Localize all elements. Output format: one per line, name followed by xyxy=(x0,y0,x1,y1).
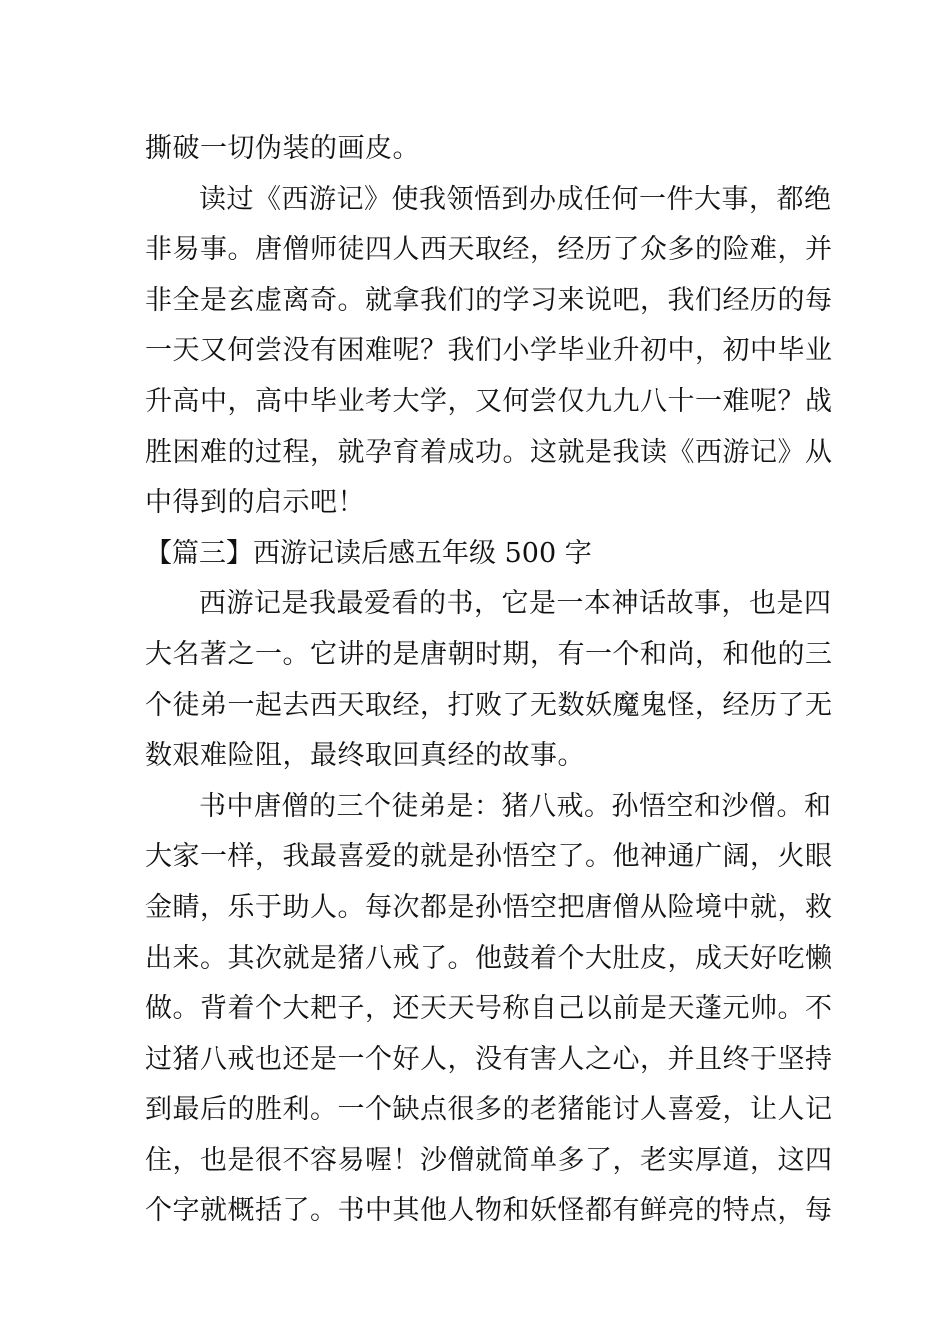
text-line: 到最后的胜利。一个缺点很多的老猪能讨人喜爱，让人记 xyxy=(145,1094,833,1126)
text-line: 升高中，高中毕业考大学，又何尝仅九九八十一难呢？战 xyxy=(145,385,833,417)
text-line: 出来。其次就是猪八戒了。他鼓着个大肚皮，成天好吃懒 xyxy=(145,942,833,974)
text-line: 书中唐僧的三个徒弟是：猪八戒。孙悟空和沙僧。和 xyxy=(199,790,832,822)
text-line: 住，也是很不容易喔！沙僧就简单多了，老实厚道，这四 xyxy=(145,1144,833,1176)
document-body xyxy=(145,124,833,1237)
text-line: 过猪八戒也还是一个好人，没有害人之心，并且终于坚持 xyxy=(145,1043,833,1075)
text-line: 个字就概括了。书中其他人物和妖怪都有鲜亮的特点，每 xyxy=(145,1195,833,1227)
text-line: 数艰难险阻，最终取回真经的故事。 xyxy=(145,740,585,772)
text-line: 胜困难的过程，就孕育着成功。这就是我读《西游记》从 xyxy=(145,436,833,468)
text-line: 大名著之一。它讲的是唐朝时期，有一个和尚，和他的三 xyxy=(145,638,833,670)
text-line: 个徒弟一起去西天取经，打败了无数妖魔鬼怪，经历了无 xyxy=(145,689,833,721)
text-line: 非易事。唐僧师徒四人西天取经，经历了众多的险难，并 xyxy=(145,234,833,266)
text-line: 金睛，乐于助人。每次都是孙悟空把唐僧从险境中就，救 xyxy=(145,891,833,923)
text-line: 非全是玄虚离奇。就拿我们的学习来说吧，我们经历的每 xyxy=(145,284,833,316)
text-line: 一天又何尝没有困难呢？我们小学毕业升初中，初中毕业 xyxy=(145,335,833,367)
text-line: 做。背着个大耙子，还天天号称自己以前是天蓬元帅。不 xyxy=(145,993,833,1025)
text-line: 读过《西游记》使我领悟到办成任何一件大事，都绝 xyxy=(199,183,832,215)
text-line: 大家一样，我最喜爱的就是孙悟空了。他神通广阔，火眼 xyxy=(145,841,833,873)
section-heading: 【篇三】西游记读后感五年级 500 字 xyxy=(145,537,592,569)
text-line: 中得到的启示吧！ xyxy=(145,487,365,519)
text-line: 撕破一切伪装的画皮。 xyxy=(145,133,420,164)
text-line: 西游记是我最爱看的书，它是一本神话故事，也是四 xyxy=(199,588,832,620)
